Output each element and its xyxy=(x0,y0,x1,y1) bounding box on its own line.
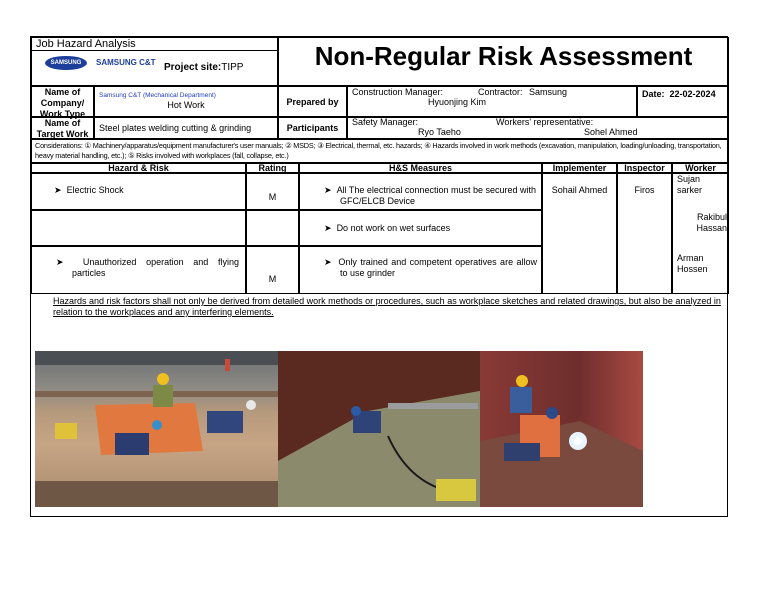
project-site-value: TIPP xyxy=(221,62,244,73)
implementer-cell: Sohail Ahmed xyxy=(542,173,617,294)
worksite-illustration xyxy=(278,351,480,507)
header-left-block xyxy=(31,37,278,86)
header-hazard: Hazard & Risk xyxy=(31,163,246,173)
worker-name: Rakibul Hassan xyxy=(696,212,727,233)
measure-text: All The electrical connection must be secured with GFC/ELCB Device xyxy=(336,185,536,206)
worker-cell xyxy=(672,173,729,294)
header-measures: H&S Measures xyxy=(299,163,542,173)
welding-site-photo-3 xyxy=(480,351,643,507)
bullet-arrow-icon: ➤ xyxy=(54,185,62,195)
project-site xyxy=(164,62,243,73)
samsung-logo: SAMSUNG xyxy=(45,56,87,70)
rating-row-1: M xyxy=(246,173,299,210)
page-title: Non-Regular Risk Assessment xyxy=(314,41,693,71)
project-site-label: Project site: xyxy=(164,62,222,73)
worker-name: Arman Hossen xyxy=(677,253,708,274)
company-value: Samsung C&T (Mechanical Department) xyxy=(99,92,216,99)
company-cell xyxy=(94,86,278,117)
prepared-by-cell xyxy=(347,86,637,117)
worksite-illustration xyxy=(35,351,278,507)
safety-manager-value: Ryo Taeho xyxy=(418,127,461,137)
hazard-row-2 xyxy=(31,210,246,246)
rating-row-3: M xyxy=(246,246,299,294)
hazard-text: Unauthorized operation and flying particles xyxy=(72,257,239,278)
participants-cell xyxy=(347,117,729,139)
bullet-arrow-icon: ➤ xyxy=(324,223,332,233)
header-implementer: Implementer xyxy=(542,163,617,173)
rating-row-2 xyxy=(246,210,299,246)
date-value: 22-02-2024 xyxy=(669,89,716,99)
title-block xyxy=(278,37,729,86)
hazard-row-1 xyxy=(31,173,246,210)
hazard-row-3 xyxy=(31,246,246,294)
contractor-value: Samsung xyxy=(529,87,568,97)
company-label: Name of Company/ Work Type xyxy=(31,86,94,117)
divider xyxy=(32,50,277,51)
hazard-text: Electric Shock xyxy=(66,185,124,195)
participants-label: Participants xyxy=(278,117,347,139)
target-work-label: Name of Target Work xyxy=(31,117,94,139)
measure-text: Only trained and competent operatives are allow to use grinder xyxy=(338,257,537,278)
worker-name: Sujan sarker xyxy=(677,174,703,195)
measure-row-3 xyxy=(299,246,542,294)
welding-site-photo-2 xyxy=(278,351,480,507)
workers-rep-value: Sohel Ahmed xyxy=(584,127,638,137)
date-label: Date: xyxy=(642,89,665,99)
measure-row-2 xyxy=(299,210,542,246)
bullet-arrow-icon: ➤ xyxy=(56,257,64,267)
work-type: Hot Work xyxy=(167,100,205,110)
prepared-by-label: Prepared by xyxy=(278,86,347,117)
samsung-ct-logo-text: SAMSUNG C&T xyxy=(96,58,156,67)
footer-note: Hazards and risk factors shall not only be derived from detailed work methods or procedures, such as workplace sketches and related drawings, but also be analyzed in relation to the workplaces and any interfering elements. xyxy=(53,296,721,317)
target-work-value: Steel plates welding cutting & grinding xyxy=(94,117,278,139)
header-worker: Worker xyxy=(672,163,729,173)
document-frame xyxy=(30,36,728,517)
bullet-arrow-icon: ➤ xyxy=(324,257,332,267)
jha-label: Job Hazard Analysis xyxy=(36,38,136,50)
header-inspector: Inspector xyxy=(617,163,672,173)
measure-text: Do not work on wet surfaces xyxy=(336,223,451,233)
welding-site-photo-1 xyxy=(35,351,278,507)
inspector-cell: Firos xyxy=(617,173,672,294)
worksite-illustration xyxy=(480,351,643,507)
construction-manager-value: Hyuonjing Kim xyxy=(428,97,487,107)
measure-row-1 xyxy=(299,173,542,210)
date-cell xyxy=(637,86,729,117)
contractor-label: Contractor: xyxy=(478,87,523,97)
header-rating: Rating xyxy=(246,163,299,173)
bullet-arrow-icon: ➤ xyxy=(324,185,332,195)
workers-rep-label: Workers' representative: xyxy=(496,117,594,127)
safety-manager-label: Safety Manager: xyxy=(352,117,419,127)
considerations: Considerations: ① Machinery/apparatus/equipment manufacturer's user manuals; ② MSDS; ③ Electrical, thermal, etc. hazards; ④ Hazards involved in work methods (excavation, manipulation, loading/unloading, transportation, heavy material handling, etc.); ⑤ Risks involved with workplaces (fall, collapse, etc.) xyxy=(31,139,729,163)
construction-manager-label: Construction Manager: xyxy=(352,87,444,97)
